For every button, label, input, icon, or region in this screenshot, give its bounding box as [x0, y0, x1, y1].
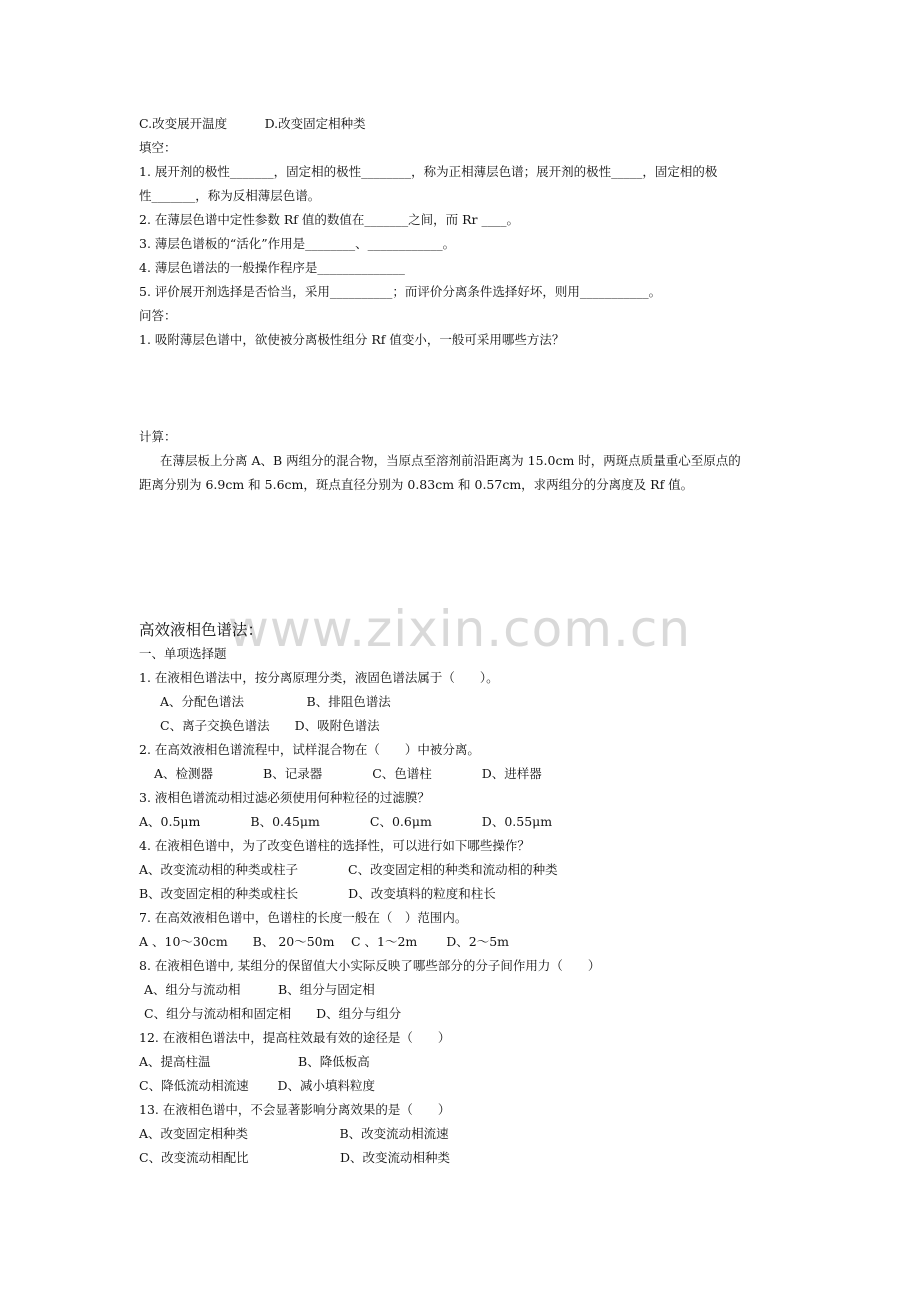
text-line: 性_______，称为反相薄层色谱。: [139, 188, 321, 203]
text-line: 问答：: [139, 308, 177, 323]
text-line: 1. 吸附薄层色谱中，欲使被分离极性组分 Rf 值变小，一般可采用哪些方法？: [139, 332, 565, 347]
text-line: C、改变流动相配比 D、改变流动相种类: [139, 1150, 451, 1165]
text-line: 5. 评价展开剂选择是否恰当，采用__________；而评价分离条件选择好坏，则用___________。: [139, 284, 662, 299]
text-line: 3. 薄层色谱板的“活化”作用是________、____________。: [139, 236, 456, 251]
text-line: 13. 在液相色谱中，不会显著影响分离效果的是（ ）: [139, 1102, 451, 1117]
text-line: A、提高柱温 B、降低板高: [139, 1054, 370, 1069]
watermark: www.zixin.com.cn: [228, 600, 692, 658]
text-line: 4. 薄层色谱法的一般操作程序是______________: [139, 260, 405, 275]
text-line: 3. 液相色谱流动相过滤必须使用何种粒径的过滤膜？: [139, 790, 430, 805]
text-line: 高效液相色谱法：: [139, 621, 264, 639]
text-line: C、离子交换色谱法 D、吸附色谱法: [160, 718, 380, 733]
text-line: A 、10～30cm B、 20～50m C 、1～2m D、2～5m: [139, 934, 510, 949]
text-line: 4. 在液相色谱中，为了改变色谱柱的选择性，可以进行如下哪些操作？: [139, 838, 530, 853]
text-line: 1. 展开剂的极性_______，固定相的极性________，称为正相薄层色谱；展开剂的极性_____，固定相的极: [139, 164, 718, 179]
text-line: C、组分与流动相和固定相 D、组分与组分: [144, 1006, 402, 1021]
text-line: 一、单项选择题: [139, 646, 227, 661]
text-line: 2. 在薄层色谱中定性参数 Rf 值的数值在_______之间，而 Rr ____。: [139, 212, 519, 227]
text-line: A、改变固定相种类 B、改变流动相流速: [139, 1126, 449, 1141]
text-line: A、检测器 B、记录器 C、色谱柱 D、进样器: [154, 766, 542, 781]
text-line: 计算：: [139, 429, 177, 444]
text-line: A、组分与流动相 B、组分与固定相: [144, 982, 375, 997]
text-line: 7. 在高效液相色谱中，色谱柱的长度一般在（ ）范围内。: [139, 910, 468, 925]
text-line: 2. 在高效液相色谱流程中，试样混合物在（ ）中被分离。: [139, 742, 480, 757]
text-line: 填空：: [139, 140, 177, 155]
text-line: A、0.5μm B、0.45μm C、0.6μm D、0.55μm: [139, 814, 553, 829]
text-line: A、分配色谱法 B、排阻色谱法: [160, 694, 391, 709]
text-line: 1. 在液相色谱法中，按分离原理分类，液固色谱法属于（ ）。: [139, 670, 499, 685]
text-line: 12. 在液相色谱法中，提高柱效最有效的途径是（ ）: [139, 1030, 451, 1045]
text-line: C、降低流动相流速 D、减小填料粒度: [139, 1078, 376, 1093]
text-line: 8. 在液相色谱中, 某组分的保留值大小实际反映了哪些部分的分子间作用力（ ）: [139, 958, 601, 973]
text-line: C.改变展开温度 D.改变固定相种类: [139, 116, 366, 131]
text-line: A、改变流动相的种类或柱子 C、改变固定相的种类和流动相的种类: [139, 862, 558, 877]
text-line: 在薄层板上分离 A、B 两组分的混合物，当原点至溶剂前沿距离为 15.0cm 时，两斑点质量重心至原点的: [160, 453, 741, 468]
text-line: B、改变固定相的种类或柱长 D、改变填料的粒度和柱长: [139, 886, 496, 901]
text-line: 距离分别为 6.9cm 和 5.6cm，斑点直径分别为 0.83cm 和 0.57cm，求两组分的分离度及 Rf 值。: [139, 477, 694, 492]
